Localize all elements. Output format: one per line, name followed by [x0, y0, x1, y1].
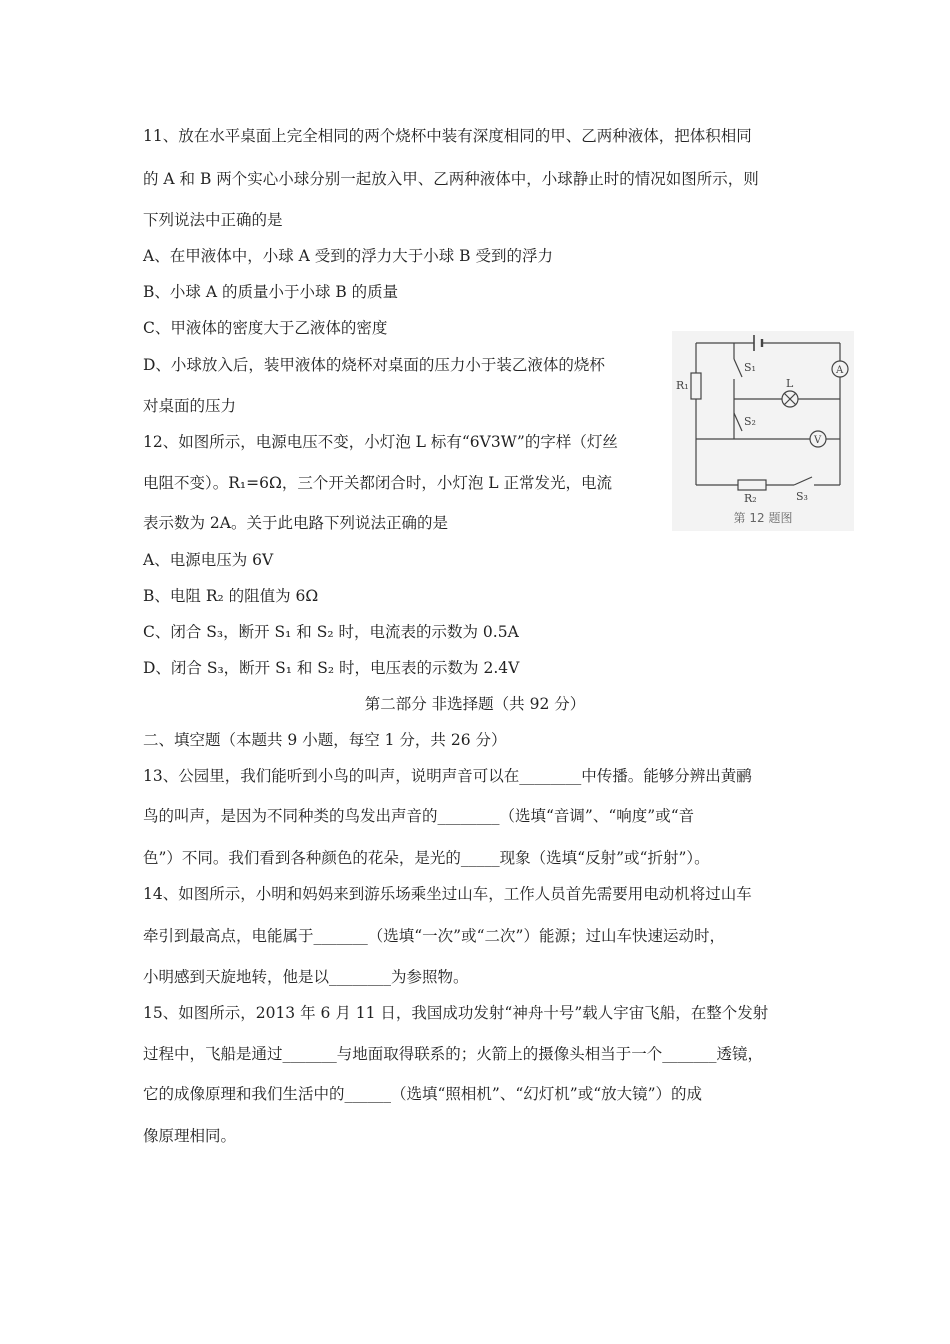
q15-line-3: 它的成像原理和我们生活中的______（选填“照相机”、“幻灯机”或“放大镜”）的成 [143, 1085, 703, 1103]
switch-s3 [794, 477, 812, 485]
section-title: 二、填空题（本题共 9 小题，每空 1 分，共 26 分） [143, 731, 507, 749]
q12-option-a: A、电源电压为 6V [143, 551, 274, 569]
label-r2: R₂ [744, 492, 757, 505]
q11-option-d-cont: 对桌面的压力 [143, 397, 237, 415]
q11-option-c: C、甲液体的密度大于乙液体的密度 [143, 319, 388, 337]
label-s3: S₃ [796, 490, 808, 503]
q14-line-1: 14、如图所示，小明和妈妈来到游乐场乘坐过山车，工作人员首先需要用电动机将过山车 [143, 885, 752, 903]
label-ammeter: A [836, 365, 844, 376]
resistor-r2 [738, 480, 766, 490]
circuit-diagram [672, 331, 854, 531]
q11-option-a: A、在甲液体中，小球 A 受到的浮力大于小球 B 受到的浮力 [143, 247, 553, 265]
switch-s2 [734, 413, 742, 431]
q15-line-1: 15、如图所示，2013 年 6 月 11 日，我国成功发射“神舟十号”载人宇宙飞船，在整个发射 [143, 1004, 769, 1022]
circuit-figure [672, 331, 854, 531]
part2-title: 第二部分 非选择题（共 92 分） [364, 695, 586, 713]
q14-line-2: 牵引到最高点，电能属于_______（选填“一次”或“二次”）能源；过山车快速运动时， [143, 927, 725, 945]
q13-line-2: 鸟的叫声，是因为不同种类的鸟发出声音的________（选填“音调”、“响度”或“音 [143, 807, 695, 825]
q12-option-c: C、闭合 S₃，断开 S₁ 和 S₂ 时，电流表的示数为 0.5A [143, 623, 519, 641]
q15-line-4: 像原理相同。 [143, 1127, 237, 1145]
q11-stem-line-3: 下列说法中正确的是 [143, 211, 283, 229]
q11-option-b: B、小球 A 的质量小于小球 B 的质量 [143, 283, 399, 301]
q13-line-3: 色”）不同。我们看到各种颜色的花朵，是光的_____现象（选填“反射”或“折射”）。 [143, 849, 710, 867]
label-s2: S₂ [744, 415, 756, 428]
label-r1: R₁ [676, 379, 689, 392]
label-s1: S₁ [744, 361, 756, 374]
q13-line-1: 13、公园里，我们能听到小鸟的叫声，说明声音可以在________中传播。能够分辨出黄鹂 [143, 767, 752, 785]
figure-caption: 第 12 题图 [733, 511, 793, 525]
q12-stem-line-2: 电阻不变）。R₁=6Ω，三个开关都闭合时，小灯泡 L 正常发光，电流 [143, 474, 612, 492]
resistor-r1 [691, 373, 701, 399]
label-lamp: L [786, 377, 794, 390]
label-voltmeter: V [814, 435, 822, 446]
q12-option-d: D、闭合 S₃，断开 S₁ 和 S₂ 时，电压表的示数为 2.4V [143, 659, 520, 677]
switch-s1 [734, 359, 742, 377]
q11-stem-line-1: 11、放在水平桌面上完全相同的两个烧杯中装有深度相同的甲、乙两种液体，把体积相同 [143, 127, 752, 145]
q11-stem-line-2: 的 A 和 B 两个实心小球分别一起放入甲、乙两种液体中，小球静止时的情况如图所示，则 [143, 170, 759, 188]
q14-line-3: 小明感到天旋地转，他是以________为参照物。 [143, 968, 469, 986]
q12-stem-line-1: 12、如图所示，电源电压不变，小灯泡 L 标有“6V3W”的字样（灯丝 [143, 433, 618, 451]
q12-option-b: B、电阻 R₂ 的阻值为 6Ω [143, 587, 319, 605]
q11-option-d: D、小球放入后，装甲液体的烧杯对桌面的压力小于装乙液体的烧杯 [143, 356, 605, 374]
q15-line-2: 过程中，飞船是通过_______与地面取得联系的；火箭上的摄像头相当于一个_______透镜， [143, 1045, 764, 1063]
q12-stem-line-3: 表示数为 2A。关于此电路下列说法正确的是 [143, 514, 448, 532]
